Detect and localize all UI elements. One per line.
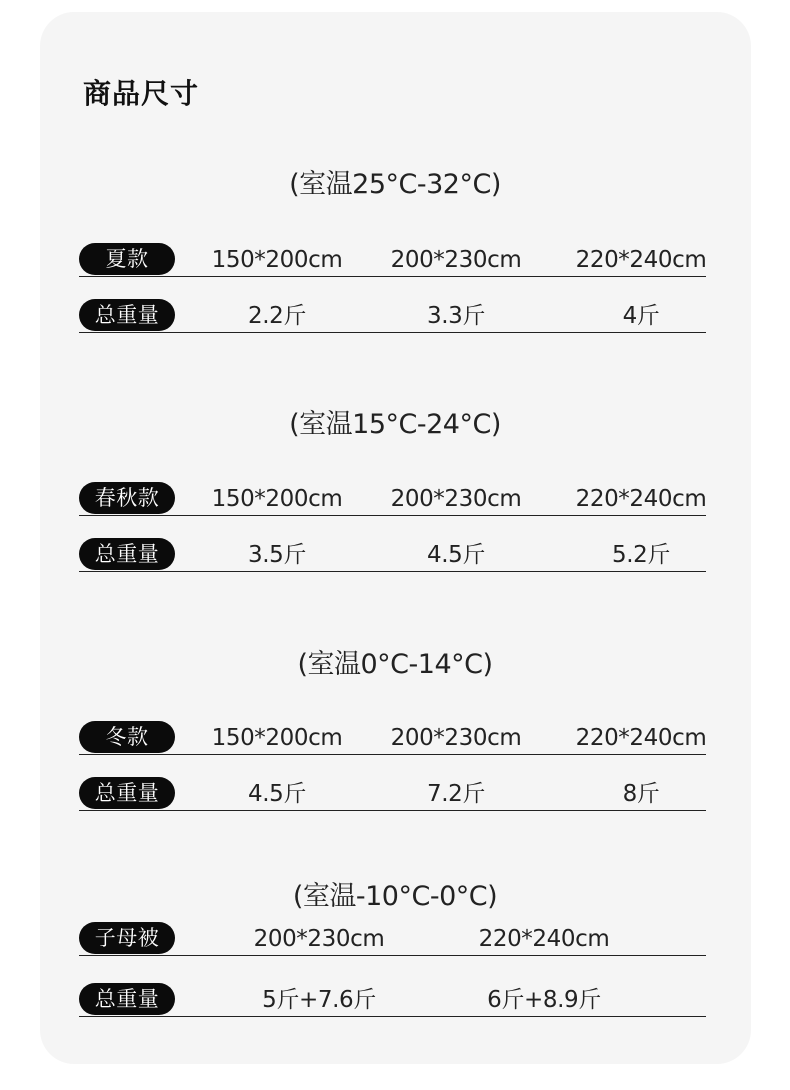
size-label-pill: 子母被 [79,922,175,954]
section-heading-summer: (室温25°C-32°C) [289,169,501,200]
weight-cell: 5.2斤 [612,542,670,568]
row-divider [79,515,706,516]
size-row-spring-autumn [79,482,706,516]
size-cell: 150*200cm [211,725,343,751]
weight-row-winter [79,777,706,811]
weight-label-pill: 总重量 [79,299,175,331]
size-cell: 200*230cm [390,486,522,512]
weight-cell: 8斤 [622,781,660,807]
size-cell: 220*240cm [575,725,707,751]
size-cell: 220*240cm [575,247,707,273]
size-label-pill: 春秋款 [79,482,175,514]
size-cell: 220*240cm [575,486,707,512]
weight-cell: 5斤+7.6斤 [262,987,376,1013]
row-divider [79,1016,706,1017]
size-cell: 220*240cm [478,926,610,952]
row-divider [79,276,706,277]
size-cell: 200*230cm [390,725,522,751]
weight-cell: 4.5斤 [248,781,306,807]
weight-label-pill: 总重量 [79,538,175,570]
weight-label-pill: 总重量 [79,983,175,1015]
row-divider [79,332,706,333]
weight-cell: 3.5斤 [248,542,306,568]
weight-row-spring-autumn [79,538,706,572]
section-heading-two-in-one: (室温-10°C-0°C) [292,881,498,912]
section-heading-spring-autumn: (室温15°C-24°C) [289,409,501,440]
weight-cell: 7.2斤 [427,781,485,807]
size-row-two-in-one [79,922,706,956]
weight-cell: 2.2斤 [248,303,306,329]
row-divider [79,754,706,755]
weight-row-summer [79,299,706,333]
size-label-pill: 冬款 [79,721,175,753]
row-divider [79,955,706,956]
size-cell: 150*200cm [211,486,343,512]
weight-row-two-in-one [79,983,706,1017]
page-title: 商品尺寸 [83,77,200,110]
size-row-winter [79,721,706,755]
weight-cell: 4斤 [622,303,660,329]
row-divider [79,810,706,811]
size-cell: 200*230cm [390,247,522,273]
section-heading-winter: (室温0°C-14°C) [297,649,493,680]
size-cell: 200*230cm [253,926,385,952]
size-row-summer [79,243,706,277]
size-label-pill: 夏款 [79,243,175,275]
weight-cell: 4.5斤 [427,542,485,568]
row-divider [79,571,706,572]
size-cell: 150*200cm [211,247,343,273]
weight-cell: 6斤+8.9斤 [487,987,601,1013]
weight-label-pill: 总重量 [79,777,175,809]
weight-cell: 3.3斤 [427,303,485,329]
